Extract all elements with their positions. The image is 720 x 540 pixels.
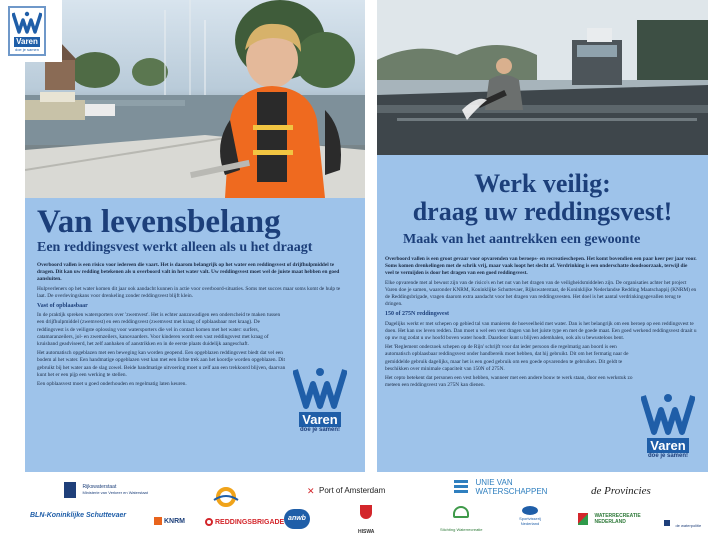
bln-b: Schuttevaer [86,512,127,519]
unie-line2: WATERSCHAPPEN [475,487,548,496]
left-title: Van levensbelang [37,204,281,240]
waterpolitie-label: de waterpolitie [675,523,702,528]
sponsor-hiswa [358,505,374,538]
photo-child-lifejacket [25,0,365,198]
sponsor-sportvisserij [510,506,550,526]
left-varen-logo [291,366,349,440]
corner-logo-word: Varen [16,37,38,46]
right-para1: Elke opvarende met al bewust zijn van de risico's en het nut van het dragen van de veiligheidsmiddelen zijn. De organisaties achter het project Varen doe je samen, waaronder KNRM, Koninklijke Schuttevaer, Rijkswaterstaat, de Koninklijke Nederlandse Redding Maatschappij (KNRM) en de Reddingsbrigade, vragen daarom extra aandacht voor het dragen van reddingsvesten. Het doel is het aantal verdrinkingsgevallen terug te dringen. [385,279,697,308]
right-heading1: 150 of 275N reddingsvest [385,311,450,318]
knrm-flag-icon [154,517,162,525]
corner-logo-sub: doe je samen [14,47,39,52]
port-cross-icon: ✕ [307,485,315,496]
waves-icon [454,480,468,494]
left-para3: Het automatisch opgeblazen met een beweging kan worden geopend. Een opgeblazen reddingsvest biedt dat vel een bodem al het water. Een handmatige opgeblazen vest kan met een lichte trek aan het koordje worden opgeblazen. Dit gebruikt bij het water aan de slag zowel. Beide handmatige uitvoering moet u zelf aan een trekkoord blijven, daarvan kunt het er een pijp een werking te stellen. [37,350,286,378]
bln-a: BLN-Koninklijke [30,512,85,519]
sponsor-stichting-waterrecreatie [440,506,483,536]
right-logo-sub: doe je samen! [647,453,688,459]
crest-icon [64,482,76,498]
hiswa-shield-icon [360,505,372,519]
left-logo-sub: doe je samen! [299,427,340,433]
right-title-line2: draag uw reddingsvest! [412,197,673,226]
right-logo-word: Varen [647,438,688,453]
sponsor-anwb [284,509,310,529]
fish-icon [522,506,538,515]
corner-logo [0,0,62,62]
right-subtitle: Maak van het aantrekken een gewoonte [403,232,641,247]
rws-line2: Ministerie van Verkeer en Waterstaat [82,489,148,495]
sail-icon [578,513,588,525]
varen-wave-icon [12,10,42,36]
poster-van-levensbelang [25,0,365,472]
sponsor-waterpolitie [664,514,701,532]
left-subtitle: Een reddingsvest werkt alleen als u het draagt [37,240,313,255]
sponsor-knrm [154,517,185,525]
poster-werk-veilig [377,0,708,472]
sponsor-rijkswaterstaat [64,481,148,499]
port-label: Port of Amsterdam [319,486,386,495]
right-lead: Overboord vallen is een groot gevaar voor opvarenden van beroeps- en recreatieschepen. Het komt bovendien een paar keer per jaar voor. Soms komen drenkelingen met de schrik vrij, maar vaak loopt het slecht af. Verdrinking is een onderschatte doodsoorzaak, terwijl die veel te vermijden is door het dragen van een goed reddingsvest. [385,256,697,277]
photo-barge-worker [377,0,708,155]
right-para4: Het cepto betekent dat personen een vest hebben, wanneer met een andere bouw te werk staan, door een werkstuk zo meteen een reddingsvest van 275N kan dienen. [385,375,633,389]
child-boat-illustration [25,0,365,198]
lifebuoy-icon [212,486,240,508]
varen-wave-icon [293,366,347,412]
varen-wave-icon [641,392,695,438]
sportvisserij-label: Sportvisserij Nederland [519,516,541,526]
swan-icon [453,506,469,518]
sponsor-lifebuoy-logo [212,486,240,513]
left-lead: Overboord vallen is een risico voor iedereen die vaart. Het is daarom belangrijk op het water een reddingsvest of drijfhulpmiddel te dragen. Dit kan uw redding betekenen als u overboord valt in het water valt. Uw reddingsvest moet wel de juiste maat hebben en goed aansluiten. [37,262,340,283]
varen-logo-box [8,6,46,56]
waterrecreatie-label: WATERRECREATIE NEDERLAND [594,512,641,525]
left-para2: In de praktijk spreken watersporters over 'zwemvest'. Het is echter aanzuwadigen een onderscheid te maken tussen een drijfhulpmiddel (zwemvest) en een reddingsvest (zwemvest met kraag of opblaasbaar met kraag). De reddingsvest is de veiligste oplossing voor watersporters die vel in contact komen met het water: surfers, catamaranzeilers, jol- en zwemzeilers, kanovaarders. Voor kinderen wordt een vast reddingsvest met kraag of kruisband geadviseerd, het zelf aanhaken of aanstrikken en in de eerste plaats duidelijk aangeschaft. [37,312,281,348]
left-logo-word: Varen [299,412,340,427]
hiswa-label: HISWA [358,529,375,535]
reddingsbrigade-icon [205,518,213,526]
sponsor-port-of-amsterdam [307,486,385,495]
left-heading1: Vast of opblaasbaar [37,303,88,310]
right-body [385,256,697,391]
rws-line1: Rijkswaterstaat [82,483,117,490]
left-para1: Hulpverleners op het water komen dit jaar ook aandacht kunnen in actie voor overboord-situaties. Soms met succes maar soms komt de hulp te laat. De overlevingskans voor drenkeling zonder reddingsvest blijft klein. [37,285,341,299]
barge-illustration [377,0,708,155]
sponsor-de-provincies [591,485,651,497]
right-varen-logo [639,392,697,466]
provincies-label: de Provincies [591,485,651,497]
sponsor-bln-schuttevaer [30,512,126,519]
left-para4: Een opblaasvest moet u goed onderhouden en regelmatig laten keuren. [37,381,187,388]
sponsor-waterrecreatie-nederland [578,510,644,528]
sponsor-reddingsbrigade [205,518,284,526]
reddingsbrigade-label: REDDINGSBRIGADE [215,518,285,526]
right-para2: Dagelijks werkt er met schepen op gebied tal van manieren de hoeveelheid met water. Dan is het belangrijk om een beroep op een reddingsvest te doen. Het kan uw leven redden. Dan moet u wel een vest dragen van het juiste type en met de goede maat. Een goed werkend reddingsvest draait u op uw rug zodat u uw hoofd boven water houdt. Daardoor kunt u blijven ademhalen, ook als u bewusteloos bent. [385,320,697,342]
stichting-label: Stichting Waterrecreatie [440,527,483,532]
police-badge-icon [664,520,670,526]
unie-line1: UNIE VAN [475,478,513,487]
knrm-label: KNRM [164,517,185,525]
anwb-label: anwb [288,515,306,522]
right-title-line1: Werk veilig: [474,169,611,198]
right-para3: Het 'Reglement onderzoek schepen op de Rijn' schrijft voor dat ieder persoon die regelmatig aan boord is een automatisch opblaasbaar reddingsvest onder handbereik moet hebben, dat hij gebruikt. Dit om het fermatig naar de gemiddelde gebruik dagelijks, maar het is een goed gebruik om een goede opvarenden te gebruiken. Dit geldt te beschikken over minimale capaciteit van 150N of 275N. [385,344,629,372]
sponsor-unie-van-waterschappen [454,478,547,496]
